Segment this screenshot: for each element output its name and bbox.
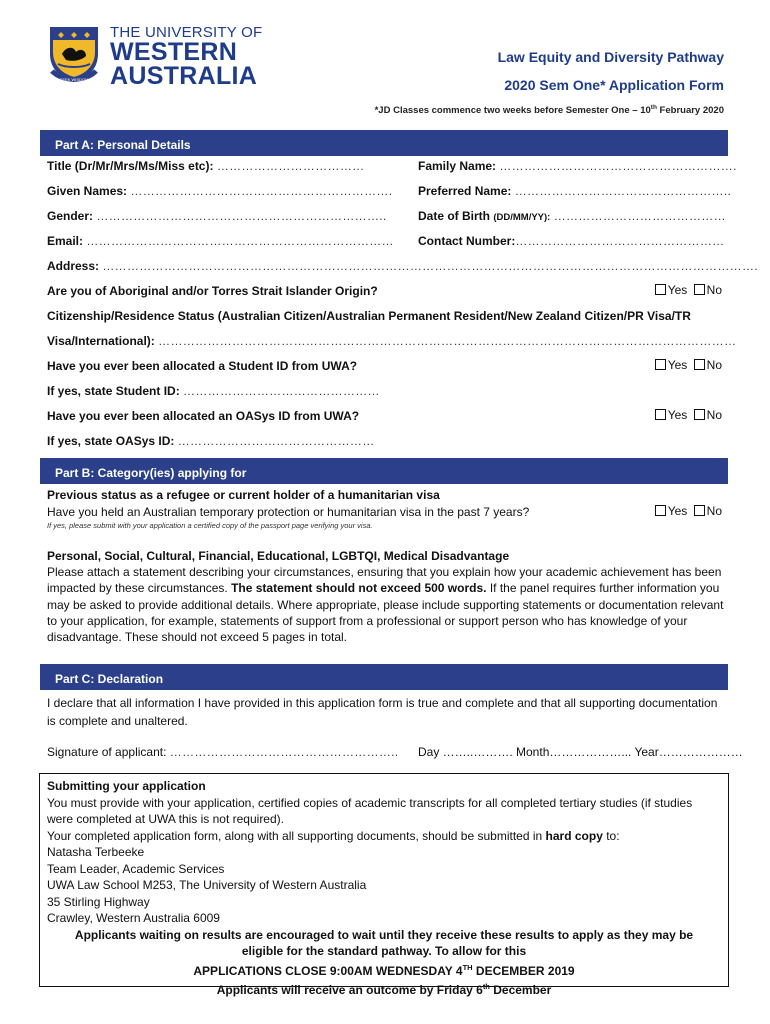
form-title: Law Equity and Diversity Pathway — [497, 49, 724, 65]
checkbox-yes[interactable] — [655, 409, 666, 420]
gender-field[interactable]: Gender: …………………………………………………………….. — [47, 209, 387, 223]
family-name-field[interactable]: Family Name: …………………………………………………. — [418, 159, 737, 173]
date-field[interactable]: Day ……..………. Month………………... Year………………… — [418, 745, 743, 759]
address-field[interactable]: Address: ……………………………………………………………………………………………………………………………………………. — [47, 259, 758, 273]
contact-address-2: 35 Stirling Highway — [47, 894, 150, 909]
checkbox-yes[interactable] — [655, 359, 666, 370]
part-c-heading: Part C: Declaration — [40, 664, 728, 690]
student-id-field[interactable]: If yes, state Student ID: ………………………………………… — [47, 384, 380, 398]
date-of-birth-field[interactable]: Date of Birth (DD/MM/YY): …………………………………… — [418, 209, 726, 223]
citizenship-question: Citizenship/Residence Status (Australian Citizen/Australian Permanent Resident/New Zealand Citizen/PR Visa/TR — [47, 309, 691, 323]
submit-paragraph-2: Your completed application form, along with all supporting documents, should be submitted in hard copy to: — [47, 828, 620, 843]
closing-date: APPLICATIONS CLOSE 9:00AM WEDNESDAY 4TH DECEMBER 2019 — [193, 962, 575, 978]
checkbox-no[interactable] — [694, 359, 705, 370]
part-a-heading: Part A: Personal Details — [40, 130, 728, 156]
refugee-heading: Previous status as a refugee or current holder of a humanitarian visa — [47, 488, 440, 502]
part-b-heading: Part B: Category(ies) applying for — [40, 458, 728, 484]
student-id-yes-no[interactable]: Yes No — [655, 358, 722, 372]
university-logo — [44, 24, 263, 90]
contact-address-1: UWA Law School M253, The University of Western Australia — [47, 878, 367, 892]
submit-paragraph-1: You must provide with your application, certified copies of academic transcripts for all completed tertiary studies (if studies were completed at UWA this is not required). — [47, 795, 693, 826]
results-notice-1: Applicants waiting on results are encouraged to wait until they receive these results to apply as they may be — [74, 927, 694, 942]
oasys-id-field[interactable]: If yes, state OASys ID: ………………………………………… — [47, 434, 375, 448]
contact-address-3: Crawley, Western Australia 6009 — [47, 911, 220, 925]
form-subtitle: 2020 Sem One* Application Form — [504, 77, 724, 93]
disadvantage-instructions: Please attach a statement describing your circumstances, ensuring that you explain how your academic achievement has been impacted by these circumstances. The statement should not exceed 500 words. If the panel requires further information you may be asked to provide additional details. Where appropriate, please include supporting statements or documentation relevant to your application, for example, statements of support from a professional or support person who has knowledge of your disadvantage. These should not exceed 5 pages in total. — [47, 565, 724, 645]
svg-text:SEEK WISDOM: SEEK WISDOM — [59, 77, 89, 82]
refugee-note: If yes, please submit with your application a certified copy of the passport page verifying your visa. — [47, 521, 373, 530]
semester-note: *JD Classes commence two weeks before Semester One – 10th February 2020 — [374, 104, 724, 117]
university-name-line3: AUSTRALIA — [110, 62, 258, 90]
declaration-text: I declare that all information I have provided in this application form is true and complete and that all supporting documentation is complete and unaltered. — [47, 696, 718, 728]
submission-info-box — [39, 773, 729, 997]
contact-role: Team Leader, Academic Services — [47, 861, 225, 876]
signature-field[interactable]: Signature of applicant: ……………………………………………….. — [47, 745, 399, 759]
outcome-date: Applicants will receive an outcome by Friday 6th December — [216, 982, 552, 997]
university-crest-icon — [44, 24, 104, 84]
visa-field[interactable]: Visa/International): …………………………………………………………………………………………………………………………… — [47, 334, 737, 348]
checkbox-no[interactable] — [694, 505, 705, 516]
checkbox-no[interactable] — [694, 284, 705, 295]
oasys-yes-no[interactable]: Yes No — [655, 408, 722, 422]
oasys-question: Have you ever been allocated an OASys ID from UWA? — [47, 409, 360, 423]
student-id-question: Have you ever been allocated a Student ID from UWA? — [47, 359, 358, 373]
refugee-question: Have you held an Australian temporary protection or humanitarian visa in the past 7 years? — [47, 505, 530, 519]
disadvantage-heading: Personal, Social, Cultural, Financial, Educational, LGBTQI, Medical Disadvantage — [47, 549, 510, 563]
checkbox-no[interactable] — [694, 409, 705, 420]
aboriginal-yes-no[interactable]: Yes No — [655, 283, 722, 297]
results-notice-2: eligible for the standard pathway. To allow for this — [241, 944, 527, 958]
given-names-field[interactable]: Given Names: ………………………………………………………. — [47, 184, 393, 198]
aboriginal-question: Are you of Aboriginal and/or Torres Strait Islander Origin? — [47, 284, 378, 298]
email-field[interactable]: Email: ………………………………………………………………… — [47, 234, 394, 248]
title-field[interactable]: Title (Dr/Mr/Mrs/Ms/Miss etc): ……………………………… — [47, 159, 365, 173]
refugee-yes-no[interactable]: Yes No — [655, 504, 722, 518]
checkbox-yes[interactable] — [655, 284, 666, 295]
university-name-line2: WESTERN — [110, 38, 238, 66]
contact-number-field[interactable]: Contact Number:…………………………………………… — [418, 234, 725, 248]
university-name-line1: THE UNIVERSITY OF — [110, 24, 263, 41]
submit-heading: Submitting your application — [47, 779, 206, 793]
contact-name: Natasha Terbeeke — [47, 845, 145, 859]
preferred-name-field[interactable]: Preferred Name: …………………………………………….. — [418, 184, 732, 198]
checkbox-yes[interactable] — [655, 505, 666, 516]
